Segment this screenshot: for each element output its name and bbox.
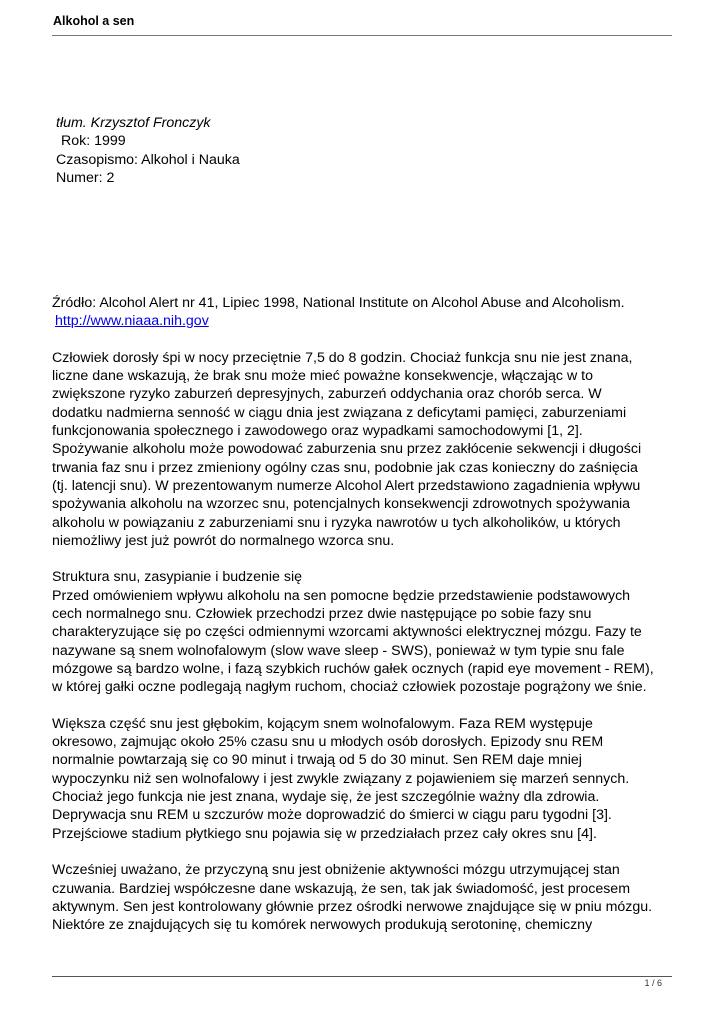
text-line: cech normalnego snu. Człowiek przechodzi przez dwie następujące po sobie fazy snu	[52, 606, 592, 623]
text-line: wypoczynku niż sen wolnofalowy i jest zwykle związany z pojawieniem się marzeń sennych.	[52, 770, 630, 787]
text-line: aktywnym. Sen jest kontrolowany głównie przez ośrodki nerwowe znajdujące się w pniu mózgu.	[52, 898, 653, 915]
text-line: zwiększone ryzyko zaburzeń depresyjnych, zaburzeń oddychania oraz chorób serca. W	[52, 386, 602, 403]
document-title: Alkohol a sen	[53, 14, 135, 28]
text-line: Deprywacja snu REM u szczurów może doprowadzić do śmierci w ciągu paru tygodni [3].	[52, 807, 612, 824]
text-line: normalnie powtarzają się co 90 minut i trwają od 5 do 30 minut. Sen REM daje mniej	[52, 752, 582, 769]
text-line: nazywane są snem wolnofalowym (slow wave sleep - SWS), ponieważ w tym typie snu fale	[52, 642, 625, 659]
article-metadata	[56, 114, 240, 187]
text-line: (tj. latencji snu). W prezentowanym numerze Alcohol Alert przedstawiono zagadnienia wpływu	[52, 477, 641, 494]
paragraph-gap	[52, 550, 677, 568]
text-line: czuwania. Bardziej współczesne dane wskazują, że sen, tak jak świadomość, jest procesem	[52, 880, 631, 897]
text-line: mózgowe są bardzo wolne, i fazą szybkich ruchów gałek ocznych (rapid eye movement - REM),	[52, 660, 654, 677]
journal-line: Czasopismo: Alkohol i Nauka	[56, 151, 240, 168]
paragraph	[52, 349, 677, 550]
text-line: niemożliwy jest już powrót do normalnego wzorca snu.	[52, 532, 395, 549]
text-line: Struktura snu, zasypianie i budzenie się	[52, 569, 302, 586]
text-line: Przed omówieniem wpływu alkoholu na sen pomocne będzie przedstawienie podstawowych	[52, 587, 631, 604]
paragraphs	[52, 349, 677, 935]
source-link-line	[52, 312, 677, 330]
paragraph-gap	[52, 331, 677, 349]
text-line: Wcześniej uważano, że przyczyną snu jest obniżenie aktywności mózgu utrzymującej stan	[52, 862, 620, 879]
translator-line: tłum. Krzysztof Fronczyk	[56, 115, 211, 131]
text-line: Przejściowe stadium płytkiego snu pojawia się w przedziałach przez cały okres snu [4].	[52, 825, 597, 842]
paragraph	[52, 568, 677, 696]
footer-divider	[52, 976, 672, 977]
issue-line: Numer: 2	[56, 169, 115, 186]
text-line: charakteryzujące się po części odmiennymi wzorcami aktywności elektrycznej mózgu. Fazy te	[52, 624, 642, 641]
text-line: spożywania alkoholu na wzorzec snu, potencjalnych konsekwencji zdrowotnych spożywania	[52, 496, 631, 513]
text-line: Człowiek dorosły śpi w nocy przeciętnie 7,5 do 8 godzin. Chociaż funkcja snu nie jest znana,	[52, 349, 633, 366]
paragraph-gap	[52, 843, 677, 861]
text-line: w której gałki oczne podlegają nagłym ruchom, chociaż człowiek pozostaje pogrążony we śnie.	[52, 679, 647, 696]
year-line: Rok: 1999	[61, 133, 126, 150]
paragraph	[52, 861, 677, 934]
article-body	[52, 294, 677, 934]
text-line: alkoholu w powiązaniu z zaburzeniami snu i ryzyka nawrotów u tych alkoholików, u których	[52, 514, 621, 531]
text-line: Większa część snu jest głębokim, kojącym snem wolnofalowym. Faza REM występuje	[52, 715, 593, 732]
text-line: okresowo, zajmując około 25% czasu snu u młodych osób dorosłych. Epizody snu REM	[52, 734, 604, 751]
text-line: Chociaż jego funkcja nie jest znana, wydaje się, że jest szczególnie ważny dla zdrowia.	[52, 789, 600, 806]
source-link[interactable]: http://www.niaaa.nih.gov	[55, 313, 209, 330]
page-number: 1 / 6	[644, 978, 662, 988]
source-line: Źródło: Alcohol Alert nr 41, Lipiec 1998, National Institute on Alcohol Abuse and Alcoholism.	[52, 295, 625, 311]
paragraph-gap	[52, 697, 677, 715]
text-line: funkcjonowania społecznego i zawodowego oraz wypadkami samochodowymi [1, 2].	[52, 423, 583, 440]
text-line: liczne dane wskazują, że brak snu może mieć poważne konsekwencje, włączając w to	[52, 368, 593, 385]
text-line: dodatku nadmierna senność w ciągu dnia jest związana z deficytami pamięci, zaburzeniami	[52, 404, 627, 421]
text-line: Niektóre ze znajdujących się tu komórek nerwowych produkują serotoninę, chemiczny	[52, 917, 593, 934]
text-line: Spożywanie alkoholu może powodować zaburzenia snu przez zakłócenie sekwencji i długości	[52, 441, 642, 458]
text-line: trwania faz snu i przez zmieniony ogólny czas snu, podobnie jak czas konieczny do zaśnięcia	[52, 459, 638, 476]
header-divider	[52, 35, 672, 36]
paragraph	[52, 715, 677, 843]
